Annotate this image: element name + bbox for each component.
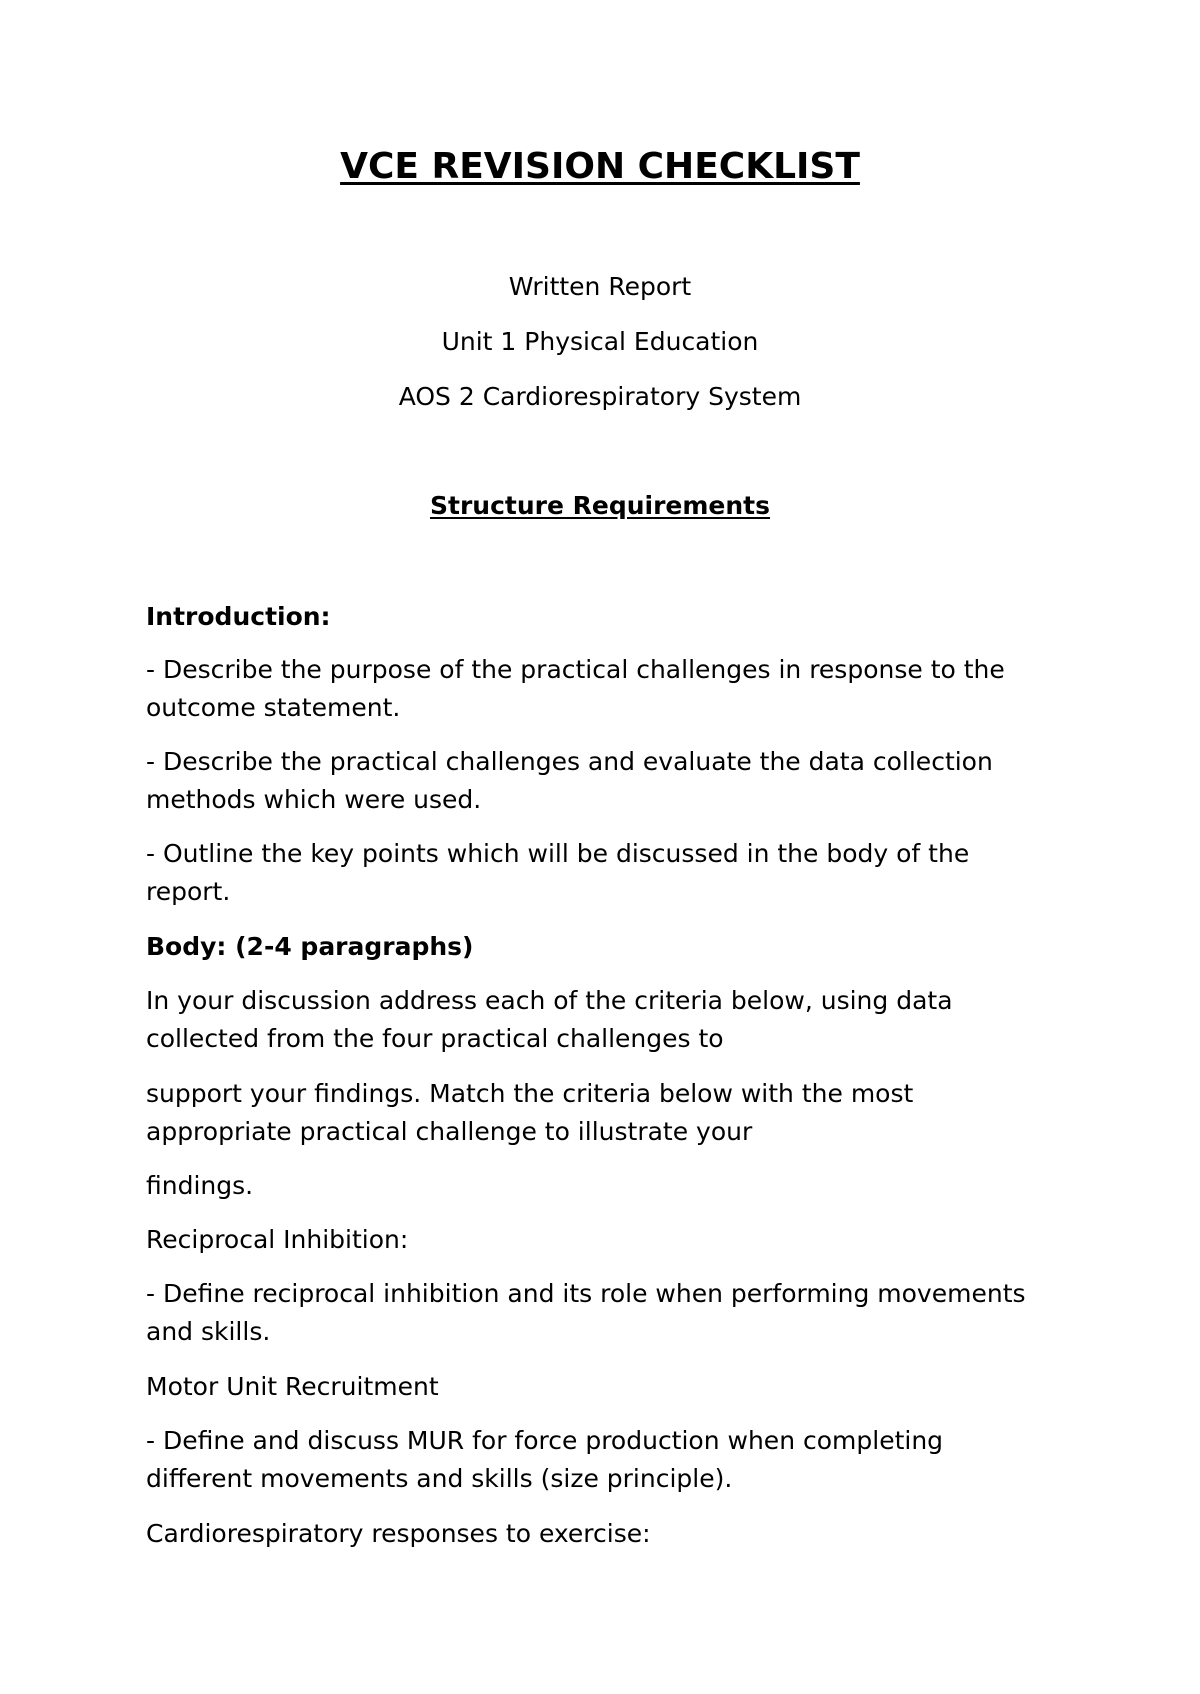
introduction-heading: Introduction: [146, 602, 331, 631]
criterion-point-reciprocal-inhibition: - Define reciprocal inhibition and its role when performing movements and skills. [146, 1279, 1026, 1346]
section-heading-structure: Structure Requirements [429, 491, 771, 520]
introduction-point: - Outline the key points which will be discussed in the body of the report. [146, 839, 970, 906]
body-heading: Body: (2-4 paragraphs) [146, 932, 474, 961]
body-paragraph: support your findings. Match the criteria below with the most appropriate practical challenge to illustrate your [146, 1079, 914, 1146]
body-paragraph: findings. [146, 1171, 254, 1200]
criterion-label-motor-unit-recruitment: Motor Unit Recruitment [146, 1372, 439, 1401]
criterion-label-cardiorespiratory-responses: Cardiorespiratory responses to exercise: [146, 1519, 651, 1548]
introduction-point: - Describe the practical challenges and evaluate the data collection methods which were used. [146, 747, 993, 814]
document-title: VCE REVISION CHECKLIST [340, 146, 860, 187]
subtitle-report-type: Written Report [508, 272, 692, 301]
subtitle-unit: Unit 1 Physical Education [441, 327, 759, 356]
criterion-label-reciprocal-inhibition: Reciprocal Inhibition: [146, 1225, 409, 1254]
subtitle-aos: AOS 2 Cardiorespiratory System [398, 382, 802, 411]
body-paragraph: In your discussion address each of the criteria below, using data collected from the four practical challenges to [146, 986, 953, 1053]
introduction-point: - Describe the purpose of the practical challenges in response to the outcome statement. [146, 655, 1005, 722]
criterion-point-motor-unit-recruitment: - Define and discuss MUR for force production when completing different movements and skills (size principle). [146, 1426, 944, 1493]
